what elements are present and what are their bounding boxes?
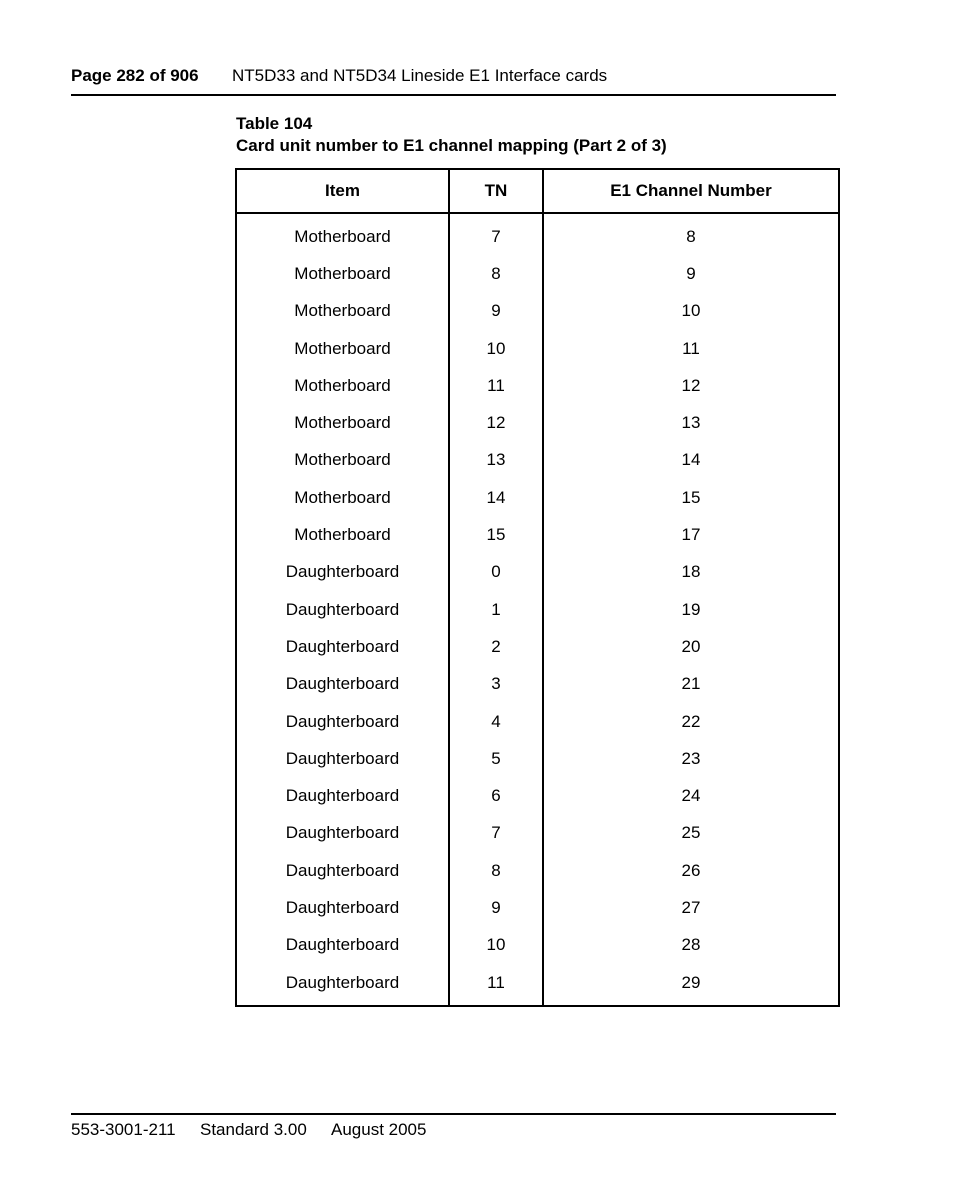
cell-e1-channel: 9: [543, 255, 839, 292]
table-row: [236, 404, 839, 441]
cell-item: Daughterboard: [285, 674, 400, 694]
cell-tn: 14: [449, 479, 543, 516]
cell-tn: 11: [449, 367, 543, 404]
cell-tn: 8: [449, 852, 543, 889]
cell-e1-channel: 19: [543, 591, 839, 628]
table-row: [236, 442, 839, 479]
cell-item: Motherboard: [294, 450, 391, 470]
cell-item: Motherboard: [294, 338, 391, 358]
table-row: [236, 554, 839, 591]
cell-item: Daughterboard: [285, 897, 400, 917]
cell-item: Motherboard: [294, 413, 391, 433]
page-footer: [71, 1113, 836, 1139]
cell-e1-channel: 28: [543, 927, 839, 964]
publication-date: August 2005: [331, 1120, 427, 1139]
cell-e1-channel: 11: [543, 330, 839, 367]
cell-tn: 3: [449, 666, 543, 703]
cell-tn: 4: [449, 703, 543, 740]
cell-item: Motherboard: [294, 525, 391, 545]
table-row: [236, 666, 839, 703]
table-row: [236, 889, 839, 926]
page-number: Page 282 of 906: [71, 66, 199, 85]
cell-tn: 1: [449, 591, 543, 628]
column-header-e1-channel: E1 Channel Number: [543, 169, 839, 213]
cell-e1-channel: 25: [543, 815, 839, 852]
cell-e1-channel: 27: [543, 889, 839, 926]
cell-item: Daughterboard: [285, 972, 400, 992]
table-row: [236, 740, 839, 777]
cell-item: Motherboard: [294, 487, 391, 507]
table-row: [236, 591, 839, 628]
cell-tn: 8: [449, 255, 543, 292]
cell-tn: 10: [449, 330, 543, 367]
cell-item: Daughterboard: [285, 935, 400, 955]
cell-tn: 13: [449, 442, 543, 479]
table-row: [236, 330, 839, 367]
page-header: [71, 64, 836, 96]
table-label: Table 104: [236, 114, 313, 133]
cell-item: Daughterboard: [285, 748, 400, 768]
cell-e1-channel: 29: [543, 964, 839, 1006]
table-row: [236, 703, 839, 740]
table-title: Card unit number to E1 channel mapping (Part 2 of 3): [236, 136, 667, 155]
cell-tn: 7: [449, 815, 543, 852]
cell-tn: 9: [449, 293, 543, 330]
table-row: [236, 479, 839, 516]
cell-tn: 11: [449, 964, 543, 1006]
cell-tn: 9: [449, 889, 543, 926]
cell-e1-channel: 18: [543, 554, 839, 591]
cell-item: Daughterboard: [285, 711, 400, 731]
cell-item: Motherboard: [294, 263, 391, 283]
document-number: 553-3001-211: [71, 1120, 176, 1139]
table-body: [236, 213, 839, 1006]
cell-e1-channel: 24: [543, 777, 839, 814]
cell-tn: 5: [449, 740, 543, 777]
document-title: NT5D33 and NT5D34 Lineside E1 Interface cards: [232, 66, 608, 85]
table-row: [236, 777, 839, 814]
table-row: [236, 964, 839, 1006]
cell-tn: 12: [449, 404, 543, 441]
cell-e1-channel: 14: [543, 442, 839, 479]
cell-tn: 6: [449, 777, 543, 814]
mapping-table: [235, 168, 840, 1007]
table-row: [236, 852, 839, 889]
cell-e1-channel: 23: [543, 740, 839, 777]
cell-item: Daughterboard: [285, 860, 400, 880]
table-row: [236, 815, 839, 852]
cell-e1-channel: 26: [543, 852, 839, 889]
column-header-tn: TN: [449, 169, 543, 213]
cell-item: Motherboard: [294, 375, 391, 395]
cell-item: Motherboard: [294, 301, 391, 321]
cell-e1-channel: 10: [543, 293, 839, 330]
table-row: [236, 213, 839, 255]
table-row: [236, 255, 839, 292]
table-row: [236, 367, 839, 404]
cell-e1-channel: 22: [543, 703, 839, 740]
cell-tn: 0: [449, 554, 543, 591]
table-header-row: [236, 169, 839, 213]
cell-tn: 10: [449, 927, 543, 964]
cell-e1-channel: 21: [543, 666, 839, 703]
cell-tn: 7: [449, 213, 543, 255]
cell-e1-channel: 15: [543, 479, 839, 516]
cell-item: Daughterboard: [285, 823, 400, 843]
table-row: [236, 516, 839, 553]
cell-e1-channel: 13: [543, 404, 839, 441]
table-row: [236, 927, 839, 964]
cell-e1-channel: 12: [543, 367, 839, 404]
cell-item: Daughterboard: [285, 562, 400, 582]
cell-item: Daughterboard: [285, 599, 400, 619]
cell-item: Daughterboard: [285, 786, 400, 806]
standard-version: Standard 3.00: [200, 1120, 307, 1139]
table-caption: [236, 113, 667, 157]
cell-e1-channel: 17: [543, 516, 839, 553]
table-row: [236, 293, 839, 330]
table-row: [236, 628, 839, 665]
cell-tn: 2: [449, 628, 543, 665]
cell-e1-channel: 20: [543, 628, 839, 665]
cell-item: Daughterboard: [285, 636, 400, 656]
cell-tn: 15: [449, 516, 543, 553]
cell-e1-channel: 8: [543, 213, 839, 255]
column-header-item: Item: [236, 169, 449, 213]
cell-item: Motherboard: [294, 226, 391, 246]
